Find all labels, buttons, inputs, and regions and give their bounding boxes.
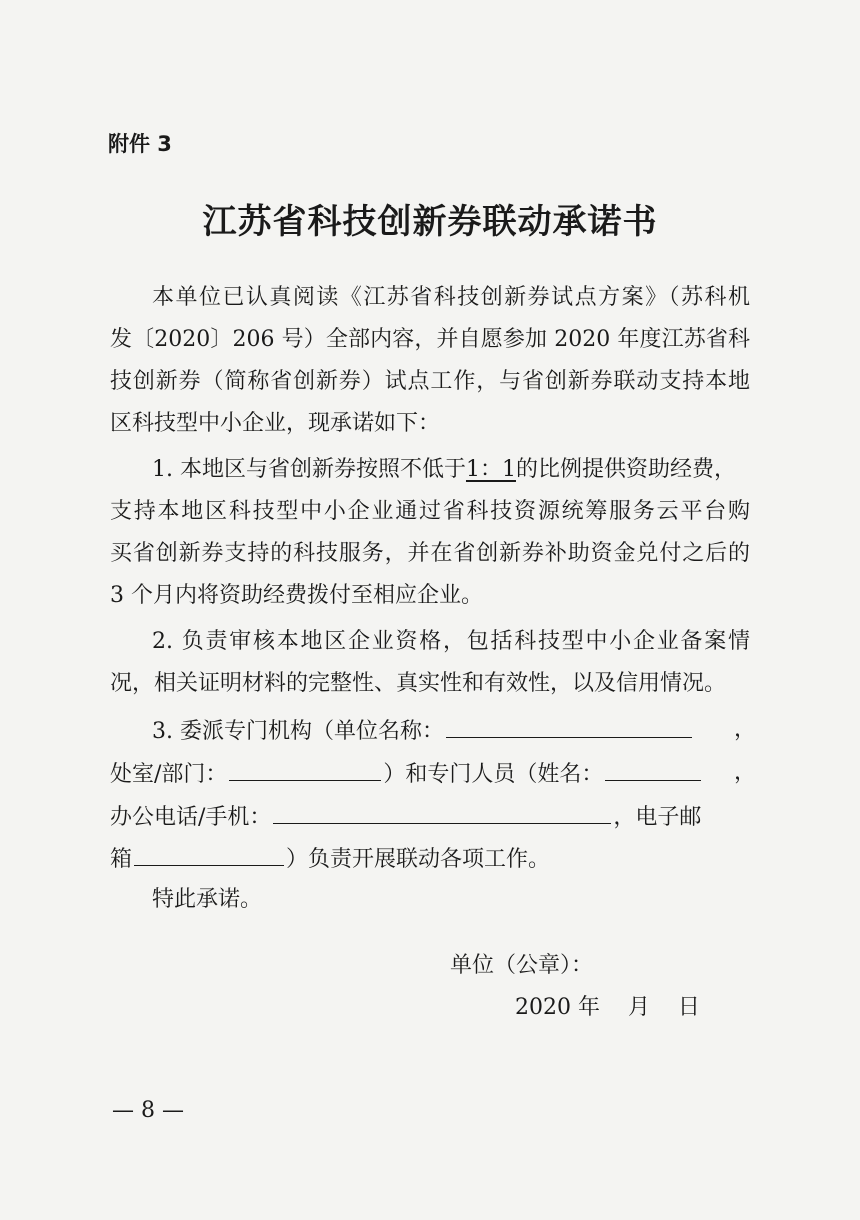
item3-closing: ）负责开展联动各项工作。 [286, 847, 551, 872]
intro-line-1: 本单位已认真阅读《江苏省科技创新券试点方案》（苏科机 [152, 285, 750, 310]
closing-text: 特此承诺。 [152, 887, 263, 912]
dept-label: 处室/部门： [110, 762, 228, 787]
intro-line-3: 技创新券（简称省创新券）试点工作，与省创新券联动支持本地 [110, 369, 750, 394]
page-number: — 8 — [112, 1098, 184, 1123]
email-label: ，电子邮 [613, 805, 702, 830]
item1-before-ratio: 1. 本地区与省创新券按照不低于 [152, 457, 466, 482]
unit-name-blank[interactable] [446, 715, 692, 738]
intro-line-4: 区科技型中小企业，现承诺如下： [110, 411, 441, 436]
item2-line-2: 况，相关证明材料的完整性、真实性和有效性，以及信用情况。 [110, 671, 727, 696]
item1-after-ratio: 的比例提供资助经费， [515, 457, 736, 482]
item3-line-1 [152, 715, 694, 747]
item1-line-3: 买省创新券支持的科技服务，并在省创新券补助资金兑付之后的 [110, 541, 750, 566]
item3-unit-label: 3. 委派专门机构（单位名称： [152, 719, 444, 744]
email-blank[interactable] [134, 843, 284, 866]
intro-line-2: 发〔2020〕206 号）全部内容，并自愿参加 2020 年度江苏省科 [110, 327, 750, 352]
phone-blank[interactable] [273, 801, 611, 824]
item1-ratio: 1：1 [465, 457, 516, 482]
item1-line-4: 3 个月内将资助经费拨付至相应企业。 [110, 583, 483, 608]
email-prefix: 箱 [110, 847, 133, 872]
seal-label: 单位（公章）： [450, 953, 594, 978]
item1-line-1 [152, 455, 736, 485]
item2-line-1: 2. 负责审核本地区企业资格，包括科技型中小企业备案情 [152, 629, 750, 654]
phone-label: 办公电话/手机： [110, 805, 272, 830]
item3-line-3 [110, 801, 701, 833]
document-title: 江苏省科技创新券联动承诺书 [202, 202, 658, 242]
dept-blank[interactable] [229, 758, 381, 781]
item1-line-2: 支持本地区科技型中小企业通过省科技资源统筹服务云平台购 [110, 499, 750, 524]
attachment-label: 附件 3 [108, 132, 172, 156]
item3-line-4 [110, 843, 550, 875]
item3-line-1-end: ， [734, 717, 757, 742]
item3-line-2 [110, 758, 703, 790]
person-label: ）和专门人员（姓名： [383, 762, 604, 787]
person-name-blank[interactable] [605, 758, 701, 781]
item3-line-2-end: ， [734, 760, 757, 785]
date-label: 2020 年 月 日 [515, 995, 700, 1020]
